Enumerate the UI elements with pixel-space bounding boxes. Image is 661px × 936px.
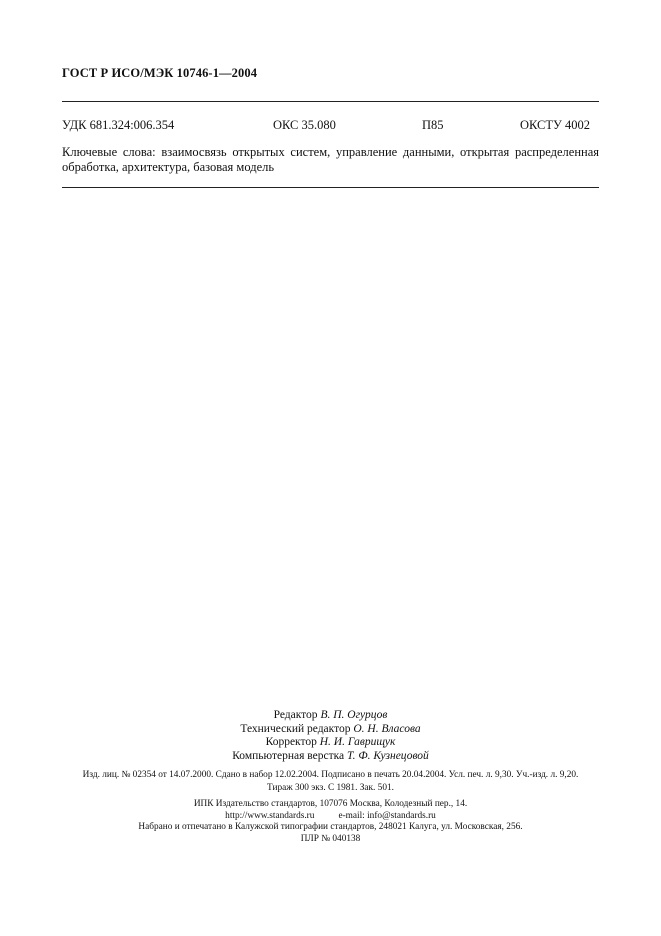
imprint-block xyxy=(62,769,599,794)
credit-role: Редактор xyxy=(273,709,318,721)
credits-block xyxy=(160,709,501,763)
p-code: П85 xyxy=(422,118,444,132)
oks-code: ОКС 35.080 xyxy=(273,118,336,132)
bottom-divider xyxy=(62,187,599,188)
credit-person: Н. И. Гаврищук xyxy=(319,736,396,748)
top-divider xyxy=(62,101,599,102)
imprint-line-2: Тираж 300 экз. С 1981. Зак. 501. xyxy=(267,782,394,793)
imprint-line-1: Изд. лиц. № 02354 от 14.07.2000. Сдано в набор 12.02.2004. Подписано в печать 20.04.2004. Усл. печ. л. 9,30. Уч.-изд. л. 9,20. xyxy=(82,770,579,780)
printing-house: Набрано и отпечатано в Калужской типографии стандартов, 248021 Калуга, ул. Московская, 256. xyxy=(138,822,523,832)
credit-layout xyxy=(160,750,501,764)
document-code-header: ГОСТ Р ИСО/МЭК 10746-1—2004 xyxy=(62,66,258,80)
credit-role: Технический редактор xyxy=(240,722,351,735)
publisher-email-link[interactable]: e-mail: info@standards.ru xyxy=(338,810,436,821)
udk-code: УДК 681.324:006.354 xyxy=(62,118,175,132)
okstu-code: ОКСТУ 4002 xyxy=(520,118,591,132)
publisher-contacts xyxy=(62,811,599,823)
credit-role: Компьютерная верстка xyxy=(232,749,345,762)
plr-number: ПЛР № 040138 xyxy=(300,833,361,844)
credit-role: Корректор xyxy=(265,736,317,748)
keywords-paragraph: Ключевые слова: взаимосвязь открытых систем, управление данными, открытая распределенная обработка, архитектура, базовая модель xyxy=(62,145,599,174)
publisher-block xyxy=(62,799,599,845)
credit-technical-editor xyxy=(160,723,501,737)
credit-editor xyxy=(160,709,501,723)
credit-proofreader xyxy=(160,736,501,750)
credit-person: Т. Ф. Кузнецовой xyxy=(347,749,429,762)
publisher-address: ИПК Издательство стандартов, 107076 Москва, Колодезный пер., 14. xyxy=(193,799,468,809)
publisher-website-link[interactable]: http://www.standards.ru xyxy=(225,810,315,821)
credit-person: В. П. Огурцов xyxy=(320,709,388,721)
credit-person: О. Н. Власова xyxy=(353,722,421,735)
